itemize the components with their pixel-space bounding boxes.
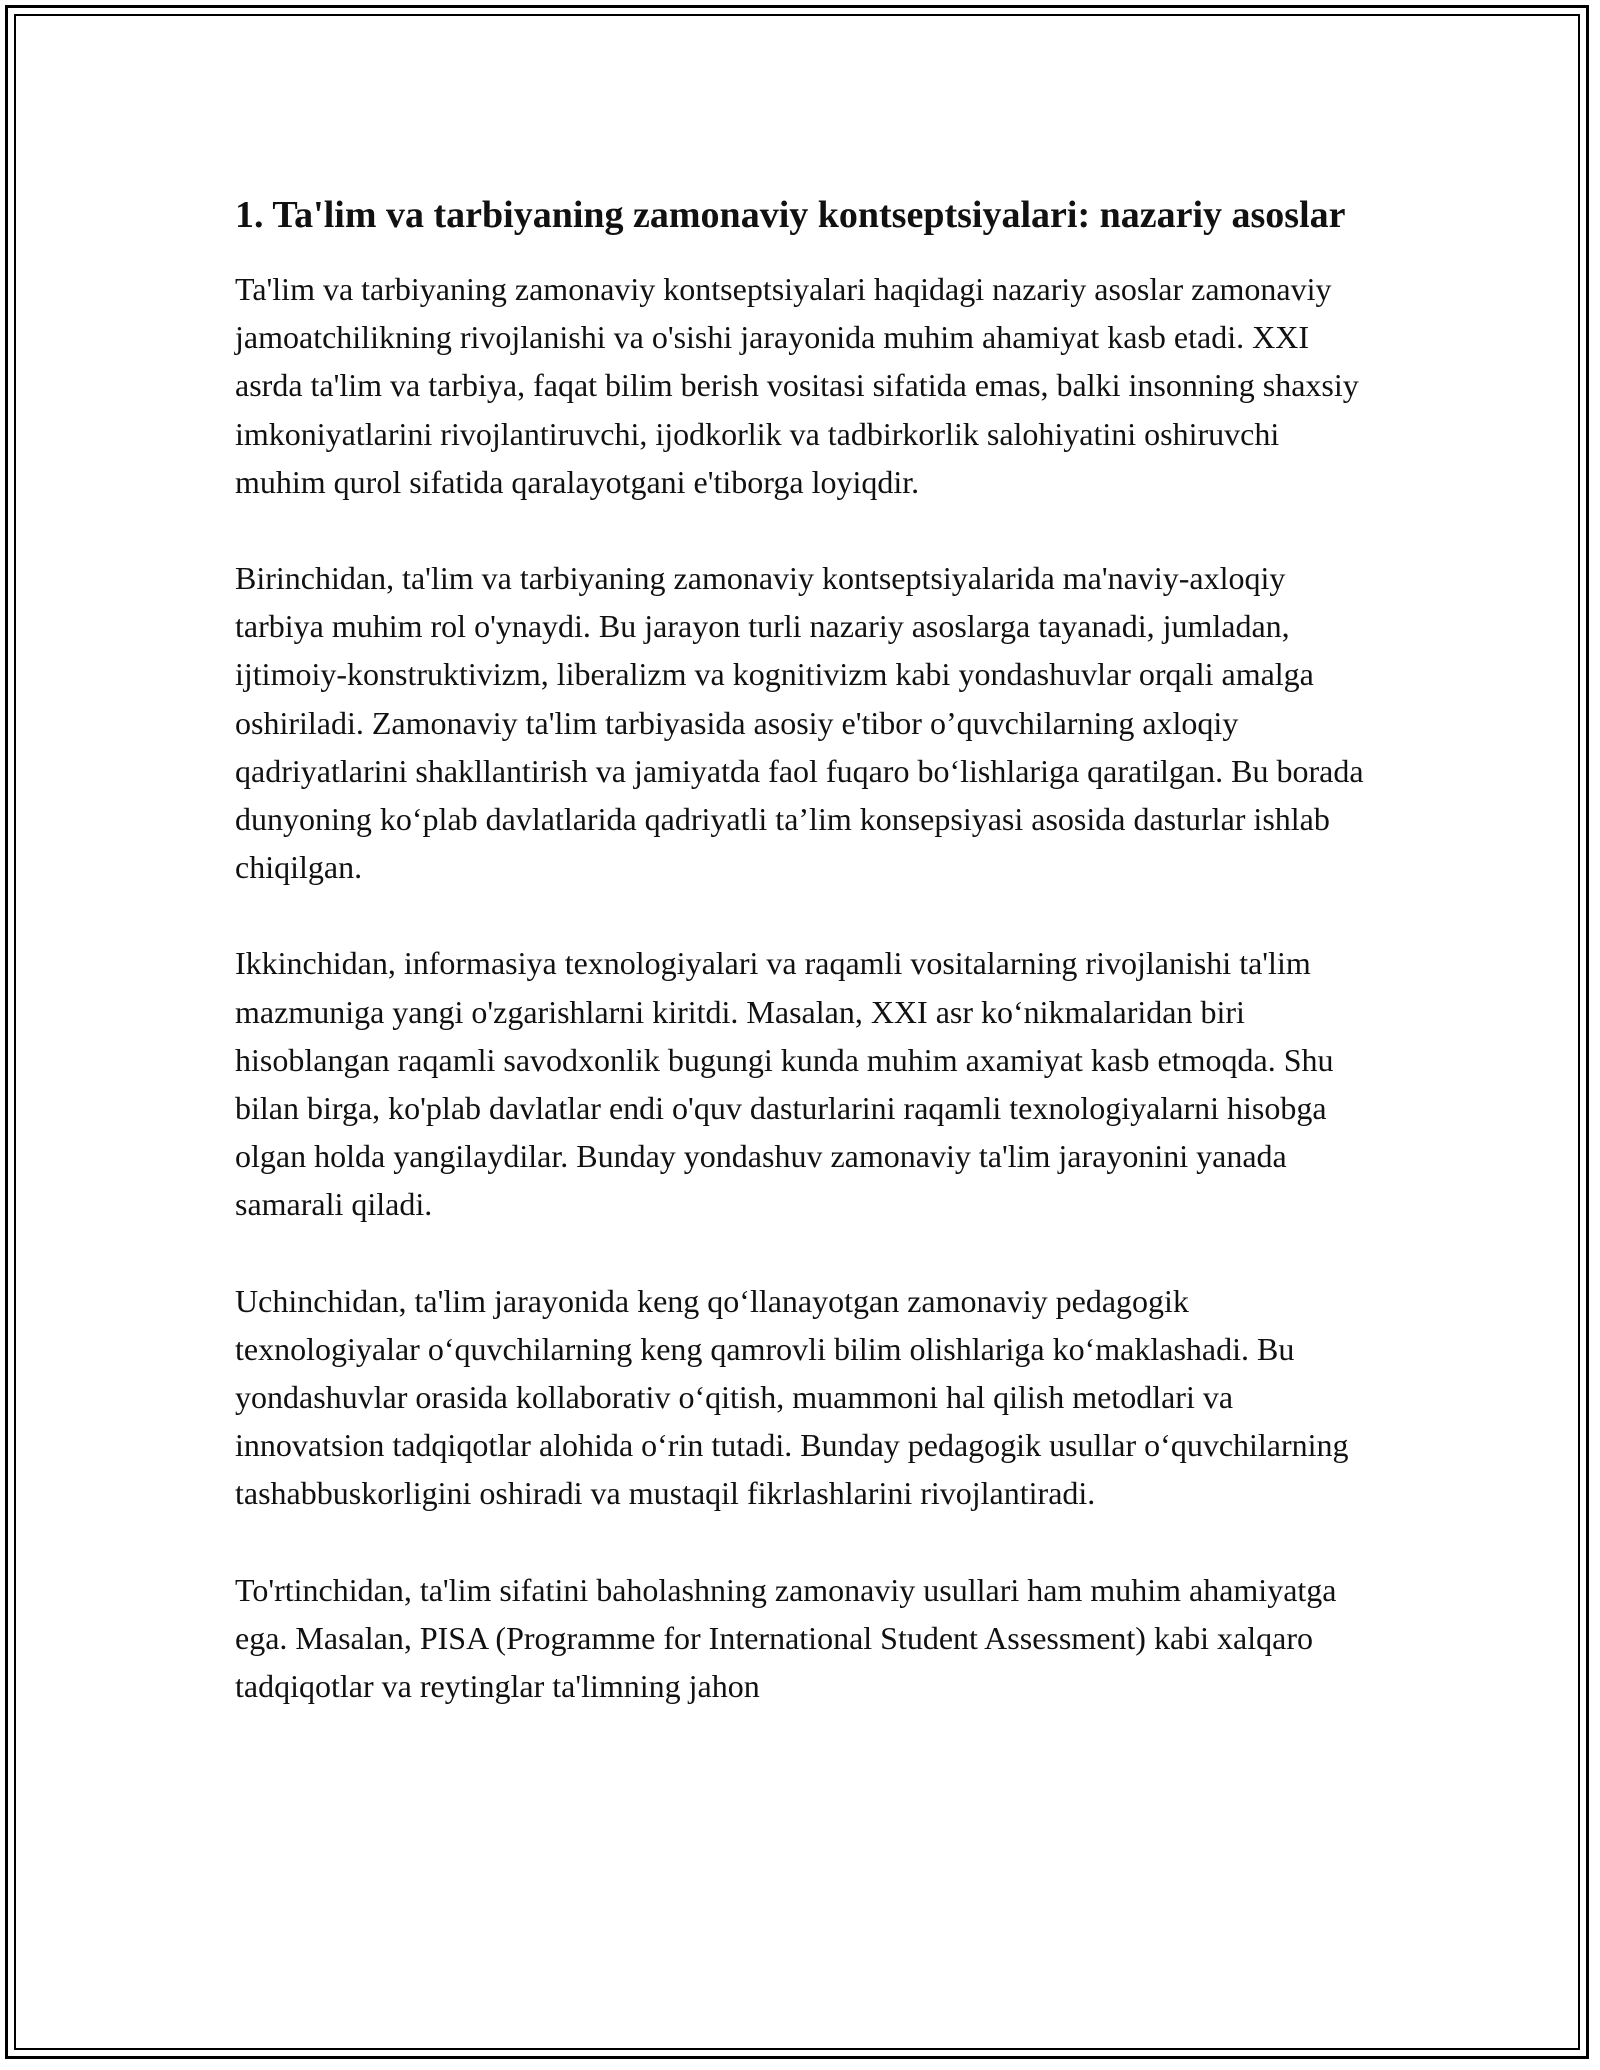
paragraph-first: Birinchidan, ta'lim va tarbiyaning zamonaviy kontseptsiyalarida ma'naviy-axloqiy tarbiya muhim rol o'ynaydi. Bu jarayon turli nazariy asoslarga tayanadi, jumladan, ijtimoiy-konstruktivizm, liberalizm va kognitivizm kabi yondashuvlar orqali amalga oshiriladi. Zamonaviy ta'lim tarbiyasida asosiy e'tibor o’quvchilarning axloqiy qadriyatlarini shakllantirish va jamiyatda faol fuqaro bo‘lishlariga qaratilgan. Bu borada dunyoning ko‘plab davlatlarida qadriyatli ta’lim konsepsiyasi asosida dasturlar ishlab chiqilgan. (235, 560, 1364, 886)
paragraph-third: Uchinchidan, ta'lim jarayonida keng qo‘llanayotgan zamonaviy pedagogik texnologiyalar o‘quvchilarning keng qamrovli bilim olishlariga ko‘maklashadi. Bu yondashuvlar orasida kollaborativ o‘qitish, muammoni hal qilish metodlari va innovatsion tadqiqotlar alohida o‘rin tutadi. Bunday pedagogik usullar o‘quvchilarning tashabbuskorligini oshiradi va mustaqil fikrlashlarini rivojlantiradi. (235, 1282, 1349, 1512)
paragraph-fourth: To'rtinchidan, ta'lim sifatini baholashning zamonaviy usullari ham muhim ahamiyatga ega. Masalan, PISA (Programme for International Student Assessment) kabi xalqaro tadqiqotlar va reytinglar ta'limning jahon (235, 1571, 1337, 1705)
paragraph-intro: Ta'lim va tarbiyaning zamonaviy kontseptsiyalari haqidagi nazariy asoslar zamonaviy jamoatchilikning rivojlanishi va o'sishi jarayonida muhim ahamiyat kasb etadi. XXI asrda ta'lim va tarbiya, faqat bilim berish vositasi sifatida emas, balki insonning shaxsiy imkoniyatlarini rivojlantiruvchi, ijodkorlik va tadbirkorlik salohiyatini oshiruvchi muhim qurol sifatida qaralayotgani e'tiborga loyiqdir. (235, 271, 1359, 500)
paragraph-second: Ikkinchidan, informasiya texnologiyalari va raqamli vositalarning rivojlanishi ta'lim mazmuniga yangi o'zgarishlarni kiritdi. Masalan, XXI asr ko‘nikmalaridan biri hisoblangan raqamli savodxonlik bugungi kunda muhim axamiyat kasb etmoqda. Shu bilan birga, ko'plab davlatlar endi o'quv dasturlarini raqamli texnologiyalarni hisobga olgan holda yangilaydilar. Bunday yondashuv zamonaviy ta'lim jarayonini yanada samarali qiladi. (235, 945, 1334, 1223)
document-body (235, 188, 1370, 1710)
section-heading: 1. Ta'lim va tarbiyaning zamonaviy kontseptsiyalari: nazariy asoslar (235, 194, 1346, 236)
